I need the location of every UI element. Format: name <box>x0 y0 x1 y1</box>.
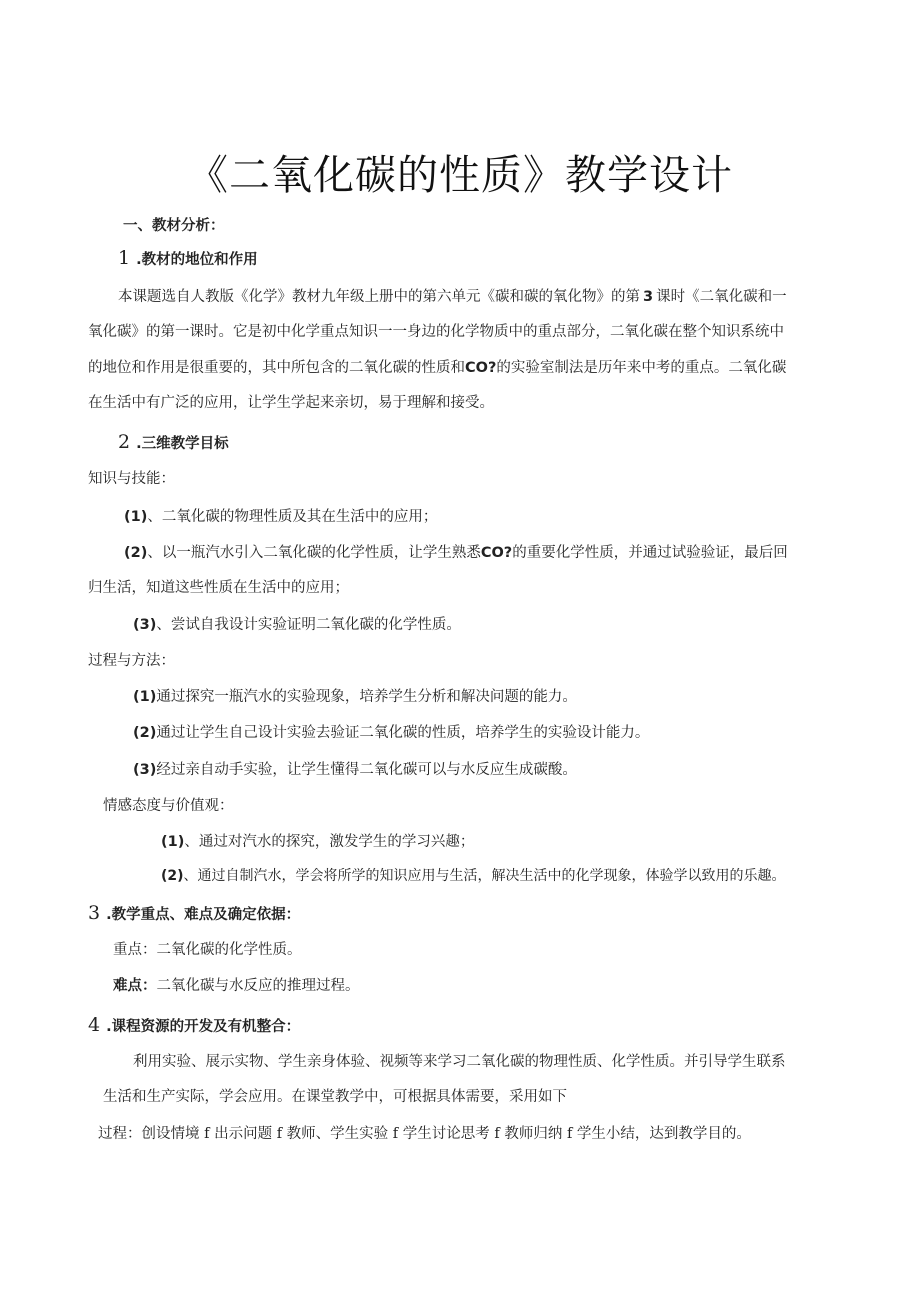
item-text: 、通过自制汽水，学会将所学的知识应用与生活，解决生活中的化学现象，体验学以致用的乐趣。 <box>183 868 786 884</box>
emotion-values-label: 情感态度与价值观： <box>103 798 234 814</box>
subsection-number: 2 <box>118 431 131 453</box>
paragraph-line <box>118 287 787 307</box>
list-item <box>133 687 577 707</box>
item-marker: (1) <box>124 509 148 525</box>
list-item-continuation: 归生活，知道这些性质在生活中的应用； <box>88 580 349 596</box>
item-text: 、以一瓶汽水引入二氧化碳的化学性质，让学生熟悉 <box>147 545 481 561</box>
subsection-1-1-heading <box>118 248 258 270</box>
section-3-heading <box>88 903 300 925</box>
section-1-heading: 一、教材分析： <box>123 218 225 234</box>
key-point-label: 重点： <box>113 942 157 958</box>
document-title: 《二氧化碳的性质》教学设计 <box>187 151 733 199</box>
item-marker: (2) <box>124 545 148 561</box>
item-marker: (1) <box>133 689 157 705</box>
text-run: 本课题选自人教版《化学》教材九年级上册中的第六单元《碳和碳的氧化物》的第 <box>118 289 640 305</box>
difficult-point-line <box>113 976 360 996</box>
section-number: 4 <box>88 1014 101 1036</box>
process-methods-label: 过程与方法： <box>88 653 175 669</box>
text-run: 的实验室制法是历年来中考的重点。二氧化碳 <box>496 360 787 376</box>
item-text: 、通过对汽水的探究，激发学生的学习兴趣； <box>184 834 475 850</box>
subsection-label: .教材的地位和作用 <box>136 252 258 268</box>
section-number: 3 <box>88 902 101 924</box>
list-item <box>133 615 461 635</box>
key-point-line <box>113 940 302 960</box>
item-marker: (2) <box>133 725 157 741</box>
subsection-label: .三维教学目标 <box>136 436 229 452</box>
key-point-text: 二氧化碳的化学性质。 <box>156 942 302 958</box>
item-text: 、尝试自我设计实验证明二氧化碳的化学性质。 <box>156 617 461 633</box>
paragraph-line <box>88 358 786 378</box>
item-text: 的重要化学性质，并通过试验验证，最后回 <box>512 545 788 561</box>
list-item <box>133 723 649 743</box>
section-4-heading <box>88 1015 300 1037</box>
paragraph-line: 利用实验、展示实物、学生亲身体验、视频等来学习二氧化碳的物理性质、化学性质。并引导学生联系 <box>133 1054 786 1070</box>
item-text: 通过让学生自己设计实验去验证二氧化碳的性质，培养学生的实验设计能力。 <box>156 725 650 741</box>
difficult-point-label: 难点： <box>113 978 157 994</box>
subsection-1-2-heading <box>118 432 229 454</box>
item-text: 、二氧化碳的物理性质及其在生活中的应用； <box>147 509 438 525</box>
subsection-number: 1 <box>118 247 131 269</box>
list-item <box>124 543 788 563</box>
difficult-point-text: 二氧化碳与水反应的推理过程。 <box>156 978 360 994</box>
text-run: 的地位和作用是很重要的，其中所包含的二氧化碳的性质和 <box>88 360 465 376</box>
item-text: 经过亲自动手实验，让学生懂得二氧化碳可以与水反应生成碳酸。 <box>156 762 577 778</box>
paragraph-line: 在生活中有广泛的应用，让学生学起来亲切，易于理解和接受。 <box>88 395 494 411</box>
section-label: .教学重点、难点及确定依据： <box>106 907 301 923</box>
paragraph-line: 过程：创设情境 f 出示问题 f 教师、学生实验 f 学生讨论思考 f 教师归纳 f 学生小结，达到教学目的。 <box>98 1126 751 1142</box>
item-marker: (3) <box>133 617 157 633</box>
text-run: CO? <box>465 360 497 376</box>
paragraph-line: 生活和生产实际，学会应用。在课堂教学中，可根据具体需要，采用如下 <box>103 1089 567 1105</box>
item-text: CO? <box>480 545 513 561</box>
section-label: .课程资源的开发及有机整合： <box>106 1019 301 1035</box>
text-run: 3 <box>643 289 654 305</box>
knowledge-skills-label: 知识与技能： <box>88 471 175 487</box>
list-item <box>161 866 786 886</box>
paragraph-line: 氧化碳》的第一课时。它是初中化学重点知识一一身边的化学物质中的重点部分，二氧化碳在整个知识系统中 <box>88 324 784 340</box>
text-run: 课时《二氧化碳和一 <box>656 289 787 305</box>
list-item <box>161 832 474 852</box>
list-item <box>124 507 437 527</box>
item-marker: (2) <box>161 868 184 884</box>
item-text: 通过探究一瓶汽水的实验现象，培养学生分析和解决问题的能力。 <box>156 689 577 705</box>
item-marker: (1) <box>161 834 185 850</box>
list-item <box>133 760 577 780</box>
item-marker: (3) <box>133 762 157 778</box>
